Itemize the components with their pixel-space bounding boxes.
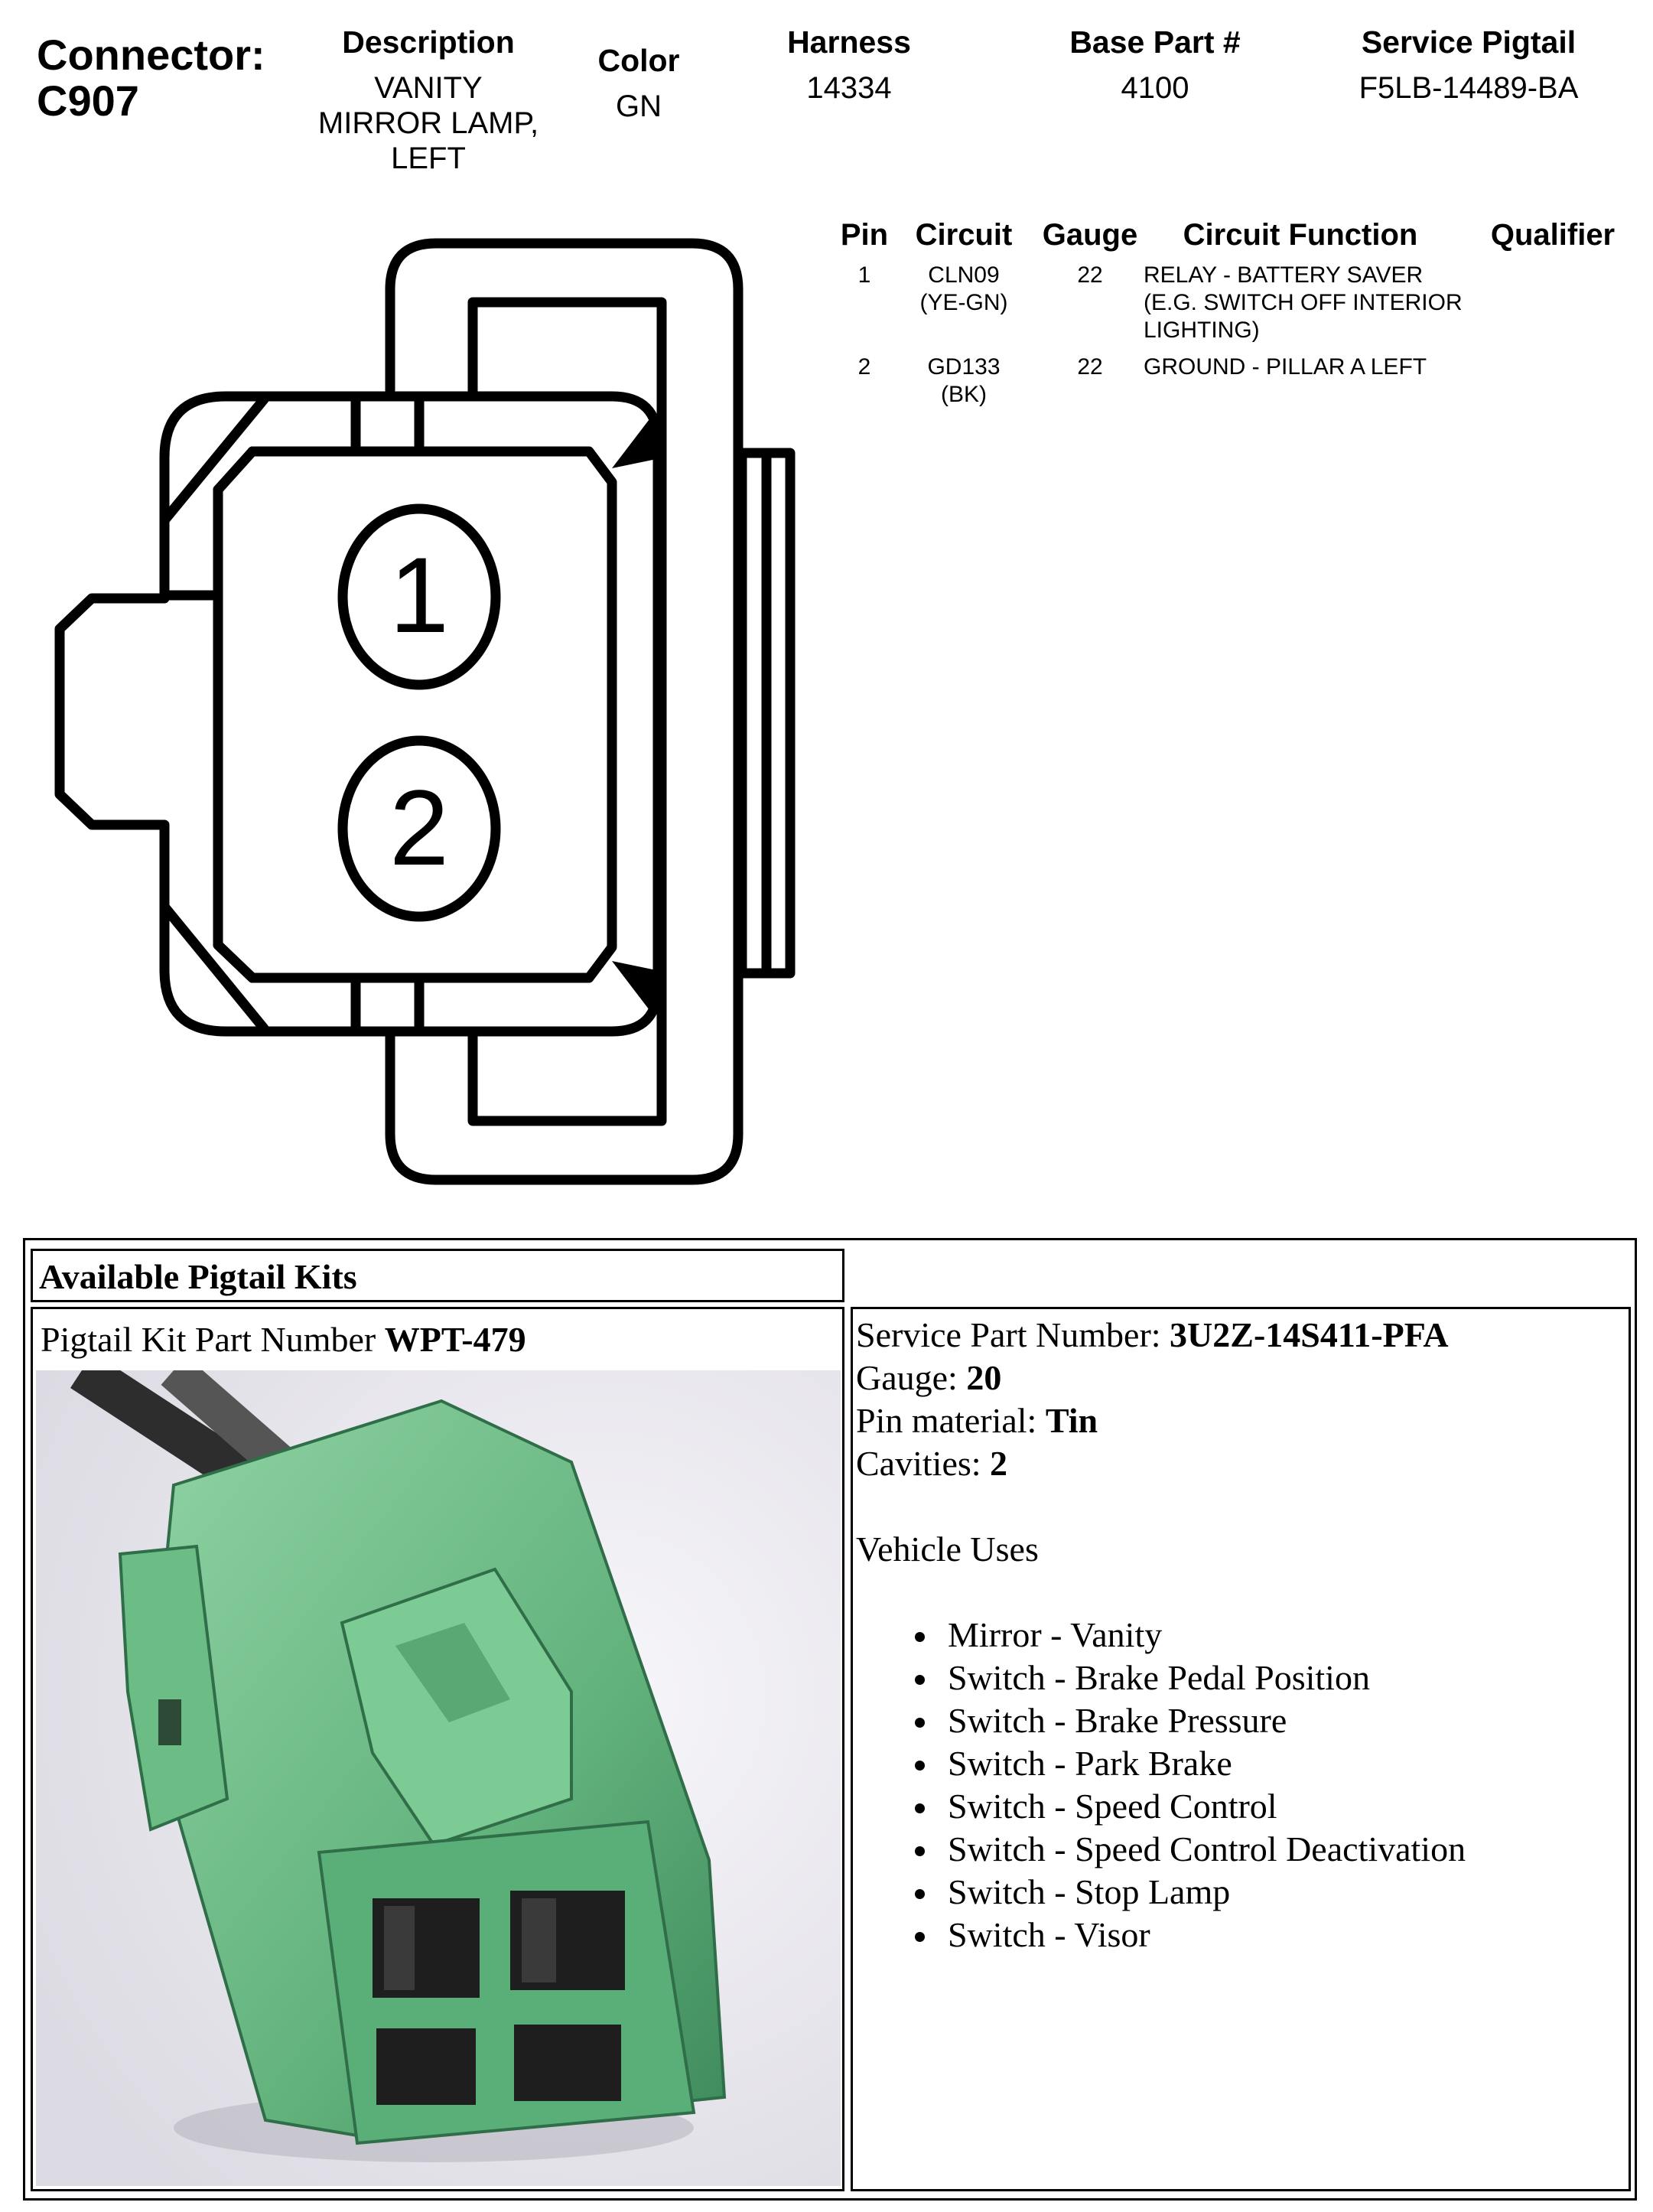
pigtail-photo [36,1370,841,2186]
list-item: Mirror - Vanity [856,1614,1629,1657]
inner-body-outline [164,451,612,978]
connector-label-line1: Connector: [37,31,265,79]
latch-loop-outline [473,302,662,1121]
connector-id: C907 [37,77,139,125]
kit-part-value: WPT-479 [384,1320,526,1359]
gauge-spec [856,1357,1629,1399]
connector-label [37,32,265,124]
harness-column [734,24,964,106]
pin-col-header: Pin [840,218,889,252]
function-col-header: Circuit Function [1183,218,1418,252]
vehicle-uses-title: Vehicle Uses [856,1530,1039,1569]
pigtail-kits-title: Available Pigtail Kits [39,1257,357,1296]
pin-1-label: 1 [389,535,449,655]
kit-part-label: Pigtail Kit Part Number [41,1320,385,1359]
kit-part-number [41,1318,526,1361]
color-value: GN [616,90,662,123]
gauge-col-header: Gauge [1042,218,1138,252]
circuit-color: (BK) [941,382,987,407]
description-value: VANITY MIRROR LAMP, LEFT [317,71,539,175]
function-cell [1144,262,1511,344]
description-header: Description [342,24,515,60]
function-line: GROUND - PILLAR A LEFT [1144,354,1427,380]
connector-diagram [46,230,811,1209]
list-item: Switch - Visor [856,1914,1629,1956]
service-pigtail-header: Service Pigtail [1361,24,1577,60]
circuit-cell [895,353,1033,409]
service-part-number [856,1314,1629,1357]
gauge-cell: 22 [1077,354,1103,380]
pin-table [834,217,1645,416]
base-part-column [1040,24,1270,106]
description-column [291,24,566,176]
bottom-latch-arrow [612,961,656,1016]
color-column [578,43,700,124]
gauge-label: Gauge: [856,1358,967,1397]
pigtail-details-cell [851,1307,1631,2191]
harness-value: 14334 [806,71,892,105]
pin-cell: 1 [857,262,871,288]
function-line: RELAY - BATTERY SAVER [1144,262,1424,288]
list-item: Switch - Park Brake [856,1742,1629,1785]
pigtail-kit-cell [31,1307,844,2191]
cavities-label: Cavities: [856,1444,991,1483]
base-part-header: Base Part # [1069,24,1241,60]
circuit-code: CLN09 [928,262,1000,288]
inner-body-corner-top [218,451,252,490]
pigtail-connector-image [36,1370,841,2186]
list-item: Switch - Brake Pressure [856,1699,1629,1742]
outer-hood-outline [390,243,738,1180]
list-item: Switch - Stop Lamp [856,1871,1629,1914]
pin-2-label: 2 [389,767,449,888]
service-pigtail-value: F5LB-14489-BA [1359,71,1579,105]
service-part-label: Service Part Number: [856,1315,1170,1354]
gauge-cell: 22 [1077,262,1103,288]
list-item: Switch - Brake Pedal Position [856,1657,1629,1699]
color-header: Color [597,43,680,78]
base-part-value: 4100 [1121,71,1189,105]
gauge-value: 20 [966,1358,1002,1397]
connector-body-outline [60,396,658,1031]
service-part-value: 3U2Z-14S411-PFA [1170,1315,1449,1354]
list-item: Switch - Speed Control Deactivation [856,1828,1629,1871]
function-line: (E.G. SWITCH OFF INTERIOR [1144,290,1463,315]
cavities-spec [856,1442,1629,1485]
function-line: LIGHTING) [1144,318,1260,343]
circuit-color: (YE-GN) [919,290,1008,315]
service-pigtail-column [1331,24,1606,106]
circuit-code: GD133 [927,354,1001,380]
function-cell [1144,353,1511,381]
top-latch-arrow [612,413,656,468]
cavities-value: 2 [990,1444,1008,1483]
circuit-col-header: Circuit [915,218,1013,252]
pin-material-label: Pin material: [856,1401,1046,1440]
pin-material-spec [856,1399,1629,1442]
pin-cell: 2 [857,354,871,380]
vehicle-uses-list [856,1614,1629,1956]
pin-material-value: Tin [1045,1401,1098,1440]
list-item: Switch - Speed Control [856,1785,1629,1828]
harness-header: Harness [787,24,911,60]
pigtail-kits-title-cell [31,1249,844,1302]
qualifier-col-header: Qualifier [1490,218,1616,252]
circuit-cell [895,262,1033,317]
